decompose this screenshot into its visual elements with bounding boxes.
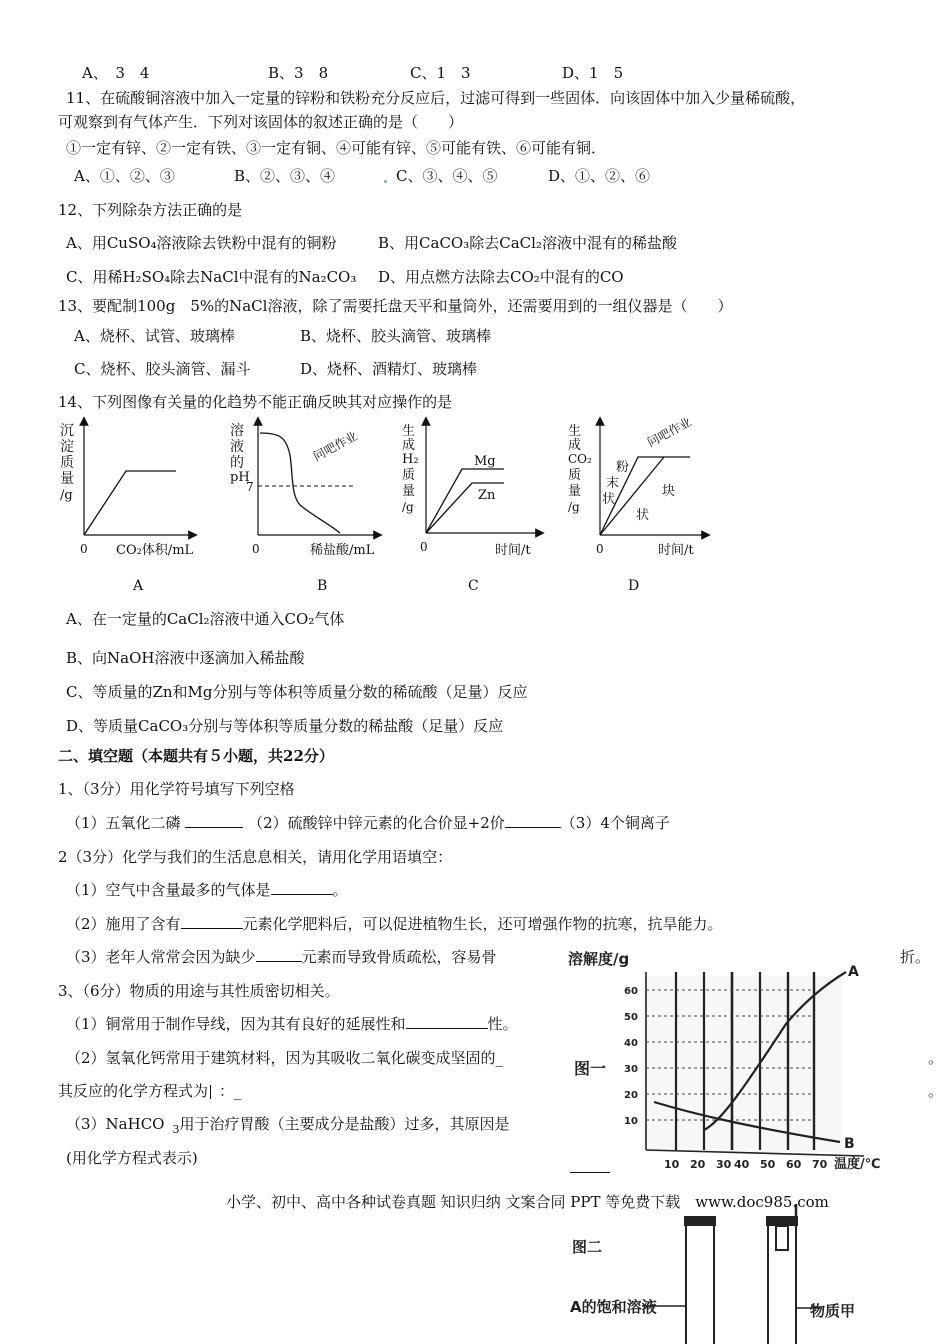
q12-stem: 12、下列除杂方法正确的是 [58, 201, 243, 219]
s2-q2-p3b: 元素而导致骨质疏松，容易骨 [301, 948, 497, 966]
s2-q2-blank-1[interactable] [271, 880, 333, 895]
fig1-xtick-50: 50 [760, 1158, 776, 1171]
fig1-ytick-30: 30 [624, 1064, 638, 1075]
q14-option-a: A、在一定量的CaCl₂溶液中通入CO₂气体 [66, 610, 345, 628]
q14-option-c: C、等质量的Zn和Mg分别与等体积等质量分数的稀硫酸（足量）反应 [66, 683, 528, 701]
s2-q2-blank-3[interactable] [256, 947, 302, 962]
s2-q3-p2c-end: 。 [928, 1082, 944, 1100]
q11-option-c: C、③、④、⑤ [396, 167, 498, 185]
fig2-label: 图二 [572, 1238, 603, 1256]
graph-a-ylabel-2: 淀 [60, 439, 74, 455]
graph-b-label: B [317, 578, 328, 594]
q12-option-d: D、用点燃方法除去CO₂中混有的CO [378, 268, 624, 286]
graph-b-tick-7: 7 [246, 480, 254, 494]
q10-option-c: C、1 3 [410, 64, 471, 82]
fig1-ylabel: 溶解度/g [568, 950, 630, 968]
graph-a-xlabel: CO₂体积/mL [116, 543, 194, 558]
s2-q3-p2c: ：_ [219, 1082, 242, 1100]
fig1-label: 图一 [574, 1059, 607, 1078]
s2-q1-p1: （1）五氧化二磷 [66, 814, 181, 832]
q10-option-a: A、 3 4 [82, 64, 150, 82]
s2-q1-blank-2[interactable] [505, 813, 561, 828]
s2-q3-stem: 3、（6分）物质的用途与其性质密切相关。 [58, 982, 340, 1000]
graph-d-ylabel-5: 量 [568, 484, 582, 499]
q13-option-a: A、烧杯、试管、玻璃棒 [74, 327, 235, 345]
figure-1-solubility [564, 942, 894, 1172]
q12-option-a: A、用CuSO₄溶液除去铁粉中混有的铜粉 [66, 234, 337, 252]
q12-option-b: B、用CaCO₃除去CaCl₂溶液中混有的稀盐酸 [378, 234, 677, 252]
graph-d-watermark: 问吧作业 [644, 415, 694, 450]
s2-q2-p2b: 元素化学肥料后，可以促进植物生长，还可增强作物的抗寒，抗旱能力。 [242, 915, 723, 933]
fig1-xtick-70: 70 [812, 1158, 828, 1171]
graph-b-ylabel-3: 的 [230, 455, 244, 471]
s2-q2-p2-line [66, 914, 723, 934]
graph-c-ylabel-2: 成 [402, 438, 416, 453]
q13-option-c: C、烧杯、胶头滴管、漏斗 [74, 360, 251, 378]
graph-a-ylabel-1: 沉 [60, 423, 74, 439]
s2-q1-p2: （2）硫酸锌中锌元素的化合价显+2价 [248, 814, 505, 832]
s2-q3-p3-line [66, 1114, 509, 1140]
fig1-xtick-60: 60 [786, 1158, 802, 1171]
fig2-left-tube-label: A的饱和溶液 [570, 1298, 657, 1316]
fig1-ytick-10: 10 [624, 1116, 638, 1127]
fig2-right-stopper [766, 1216, 798, 1226]
graph-b-origin: 0 [252, 542, 260, 556]
s2-q2-p1-line [66, 880, 348, 900]
graph-a-curve [84, 471, 176, 535]
graph-b-ylabel-2: 液 [230, 439, 244, 455]
graph-c-ylabel-4: 质 [402, 468, 416, 483]
graph-d-label: D [628, 578, 640, 594]
graph-d-xlabel: 时间/t [658, 543, 694, 558]
s2-q3-p2b-line [58, 1081, 242, 1101]
graph-d-powder-2: 末 [606, 476, 620, 491]
q13-option-d: D、烧杯、酒精灯、玻璃棒 [300, 360, 478, 378]
graph-c-ylabel-3: H₂ [402, 452, 419, 467]
fig1-xtick-30: 30 [716, 1158, 732, 1171]
graph-d-ylabel-1: 生 [568, 424, 582, 439]
graph-a-ylabel-5: /g [60, 488, 73, 503]
fig2-inner-tube [776, 1226, 788, 1250]
fig1-ytick-20: 20 [624, 1090, 638, 1101]
graph-d-ylabel-4: 质 [568, 468, 582, 483]
q14-option-d: D、等质量CaCO₃分别与等体积等质量分数的稀盐酸（足量）反应 [66, 717, 504, 735]
section2-title: 二、填空题（本题共有５小题，共22分） [58, 747, 334, 765]
s2-q1-blank-1[interactable] [185, 813, 243, 828]
q11-stem-line2: 可观察到有气体产生．下列对该固体的叙述正确的是（ ） [58, 113, 464, 131]
fig1-ytick-50: 50 [624, 1012, 638, 1023]
s2-q2-p3-line [66, 947, 497, 967]
q14-option-b: B、向NaOH溶液中逐滴加入稀盐酸 [66, 649, 305, 667]
graph-b-xlabel: 稀盐酸/mL [310, 543, 375, 558]
s2-q2-p3c: 折。 [900, 948, 931, 966]
q12-option-c: C、用稀H₂SO₄除去NaCl中混有的Na₂CO₃ [66, 268, 357, 286]
s2-q3-p1-line [66, 1014, 518, 1034]
fig1-xlabel: 温度/℃ [834, 1157, 881, 1172]
graph-b-watermark: 问吧作业 [310, 428, 360, 464]
q11-option-b: B、②、③、④ [234, 167, 336, 185]
s2-q3-p3c: (用化学方程式表示) [66, 1149, 198, 1167]
s2-q2-blank-2[interactable] [181, 914, 243, 929]
fig1-ytick-60: 60 [624, 986, 638, 997]
fig1-xtick-40: 40 [734, 1158, 750, 1171]
graph-c-ylabel-1: 生 [402, 424, 416, 439]
graph-d-powder-3: 状 [602, 492, 616, 507]
s2-q3-cursor-mark [210, 1085, 217, 1099]
graph-c-label: C [468, 578, 479, 594]
s2-q1-p3: （3）4个铜离子 [560, 814, 670, 832]
stray-dot [384, 180, 387, 183]
graph-c-label-mg: Mg [474, 454, 496, 469]
s2-q3-p3-sub: 3 [172, 1123, 180, 1136]
graph-a-origin: 0 [80, 542, 88, 556]
answer-line [570, 1172, 610, 1173]
page-footer: 小学、初中、高中各种试卷真题 知识归纳 文案合同 PPT 等免费下载 www.doc985.com [226, 1193, 829, 1211]
fig1-curve-b-label: B [844, 1136, 855, 1152]
q14-stem: 14、下列图像有关量的化趋势不能正确反映其对应操作的是 [58, 393, 453, 411]
s2-q3-p2b: 其反应的化学方程式为 [58, 1082, 209, 1100]
graph-c-ylabel-5: 量 [402, 484, 416, 499]
graph-c-label-zn: Zn [478, 488, 496, 503]
s2-q2-p1a: （1）空气中含量最多的气体是 [66, 881, 271, 899]
graph-a-label: A [133, 578, 144, 594]
q11-option-d: D、①、②、⑥ [548, 167, 651, 185]
q10-option-d: D、1 5 [562, 64, 624, 82]
s2-q1-parts [66, 813, 670, 833]
q11-stem-line1: 11、在硫酸铜溶液中加入一定量的锌粉和铁粉充分反应后，过滤可得到一些固体．向该固体中加入少量稀硫酸， [66, 89, 806, 107]
graph-d-ylabel-3: CO₂ [568, 452, 592, 466]
s2-q2-p1b: 。 [332, 881, 348, 899]
s2-q2-stem: 2（3分）化学与我们的生活息息相关，请用化学用语填空： [58, 848, 453, 866]
graph-a-ylabel-3: 质 [60, 455, 74, 471]
q10-option-b: B、3 8 [268, 64, 329, 82]
graph-d-block-2: 状 [636, 508, 650, 523]
s2-q3-p2-end: 。 [928, 1049, 944, 1067]
s2-q3-p3b: 用于治疗胃酸（主要成分是盐酸）过多，其原因是 [179, 1115, 510, 1133]
graph-c-origin: 0 [420, 540, 428, 554]
s2-q3-p2: （2）氢氧化钙常用于建筑材料，因为其吸收二氧化碳变成坚固的_ [66, 1049, 504, 1067]
fig1-xtick-20: 20 [690, 1158, 706, 1171]
s2-q1-stem: 1、（3分）用化学符号填写下列空格 [58, 780, 295, 798]
s2-q2-p3a: （3）老年人常常会因为缺少 [66, 948, 256, 966]
graph-d-ylabel-2: 成 [568, 438, 582, 453]
graph-b-ylabel-1: 溶 [230, 423, 244, 439]
figure-2-test-tubes [564, 1196, 884, 1344]
fig1-curve-a-label: A [848, 964, 859, 980]
graph-d-block-1: 块 [662, 484, 676, 499]
graph-d-ylabel-6: /g [568, 500, 580, 514]
graph-d-origin: 0 [596, 542, 604, 556]
s2-q3-p1a: （1）铜常用于制作导线，因为其有良好的延展性和 [66, 1015, 406, 1033]
s2-q3-blank-1[interactable] [406, 1014, 488, 1029]
s2-q3-p3a: （3）NaHCO [66, 1115, 165, 1133]
q11-statements: ①一定有锌、②一定有铁、③一定有铜、④可能有锌、⑤可能有铁、⑥可能有铜． [66, 139, 607, 157]
fig1-xtick-10: 10 [664, 1158, 680, 1171]
fig1-ytick-40: 40 [624, 1038, 638, 1049]
q13-stem: 13、要配制100g 5%的NaCl溶液，除了需要托盘天平和量筒外，还需要用到的一组仪器是（ ） [58, 297, 733, 315]
q11-option-a: A、①、②、③ [74, 167, 175, 185]
fig2-left-stopper [684, 1216, 716, 1226]
fig2-right-tube-label: 物质甲 [810, 1302, 856, 1320]
graph-c-xlabel: 时间/t [495, 543, 531, 558]
s2-q3-p1b: 性。 [487, 1015, 518, 1033]
graph-c-ylabel-6: /g [402, 500, 414, 514]
q13-option-b: B、烧杯、胶头滴管、玻璃棒 [300, 327, 492, 345]
graph-b-ylabel-4: pH [230, 470, 250, 485]
s2-q2-p2a: （2）施用了含有 [66, 915, 181, 933]
graph-a-ylabel-4: 量 [60, 471, 74, 487]
graph-d-powder-1: 粉 [616, 460, 630, 475]
